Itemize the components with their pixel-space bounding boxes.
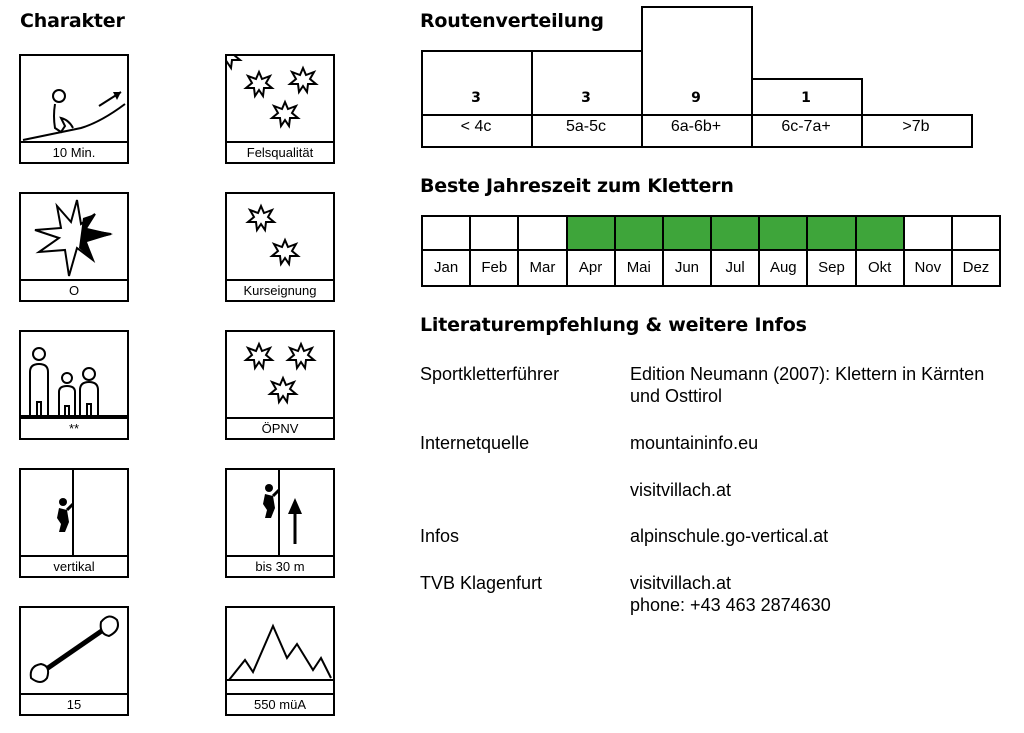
- month-indicator: [616, 217, 662, 251]
- tile-caption: bis 30 m: [227, 555, 333, 576]
- literatur-value: visitvillach.at: [630, 480, 732, 500]
- literatur-value: visitvillach.at phone: +43 463 2874630: [630, 573, 831, 615]
- public-transport-tile: [225, 330, 335, 440]
- tile-caption: vertikal: [21, 555, 127, 576]
- month-label: Okt: [867, 259, 892, 276]
- sun-compass-icon: [21, 194, 127, 280]
- month-indicator: [568, 217, 614, 251]
- hiker-on-slope-icon: [21, 56, 127, 142]
- month-indicator: [857, 217, 903, 251]
- month-label: Jun: [674, 259, 700, 276]
- two-stars-icon: [227, 194, 333, 280]
- literatur-value: mountaininfo.eu: [630, 433, 759, 453]
- route-bar: [531, 50, 643, 116]
- month-label: Sep: [818, 259, 845, 276]
- grade-label: < 4c: [460, 118, 492, 135]
- literatur-key: Infos: [420, 526, 460, 546]
- tile-caption: 10 Min.: [21, 141, 127, 162]
- literatur-key: TVB Klagenfurt: [420, 573, 543, 593]
- orientation-tile: [19, 192, 129, 302]
- grade-label: 6c-7a+: [781, 118, 831, 135]
- jahreszeit-heading: Beste Jahreszeit zum Klettern: [420, 175, 734, 197]
- route-count-label: 1: [801, 90, 811, 106]
- route-count-label: 3: [581, 90, 591, 106]
- month-column: [423, 217, 471, 285]
- month-indicator: [423, 217, 469, 251]
- literatur-value: Edition Neumann (2007): Klettern in Kärnten und Osttirol: [630, 364, 985, 406]
- month-column: [760, 217, 808, 285]
- tile-caption: Felsqualität: [227, 141, 333, 162]
- month-column: [664, 217, 712, 285]
- month-indicator: [760, 217, 806, 251]
- quickdraw-icon: [21, 608, 127, 694]
- month-label: Nov: [914, 259, 942, 276]
- route-count-label: 3: [471, 90, 481, 106]
- month-label: Mar: [529, 259, 556, 276]
- month-indicator: [471, 217, 517, 251]
- month-column: [857, 217, 905, 285]
- month-indicator: [664, 217, 710, 251]
- month-label: Mai: [626, 259, 651, 276]
- month-column: [616, 217, 664, 285]
- bolts-tile: [19, 606, 129, 716]
- grade-label: >7b: [902, 118, 930, 135]
- family-icon: [21, 332, 127, 418]
- month-grid: [421, 215, 1001, 287]
- grade-label: 5a-5c: [565, 118, 607, 135]
- month-column: [953, 217, 999, 285]
- routenverteilung-heading: Routenverteilung: [420, 10, 604, 32]
- three-stars-icon: [227, 332, 333, 418]
- tile-caption: 15: [21, 693, 127, 714]
- grade-label: 6a-6b+: [670, 118, 722, 135]
- steepness-tile: [19, 468, 129, 578]
- month-label: Dez: [962, 259, 990, 276]
- month-column: [905, 217, 953, 285]
- month-indicator: [712, 217, 758, 251]
- route-bar: [421, 50, 533, 116]
- tile-caption: ÖPNV: [227, 417, 333, 438]
- tile-caption: Kurseignung: [227, 279, 333, 300]
- month-label: Aug: [769, 259, 797, 276]
- month-label: Jul: [725, 259, 745, 276]
- tile-caption: 550 müA: [227, 693, 333, 714]
- climber-arrow-icon: [227, 470, 333, 556]
- month-indicator: [808, 217, 854, 251]
- month-column: [471, 217, 519, 285]
- month-indicator: [905, 217, 951, 251]
- climber-wall-icon: [21, 470, 127, 556]
- month-label: Jan: [433, 259, 459, 276]
- month-column: [808, 217, 856, 285]
- mountain-icon: [227, 608, 333, 694]
- literatur-value: alpinschule.go-vertical.at: [630, 526, 829, 546]
- month-indicator: [519, 217, 565, 251]
- tile-caption: **: [21, 417, 127, 438]
- course-suitability-tile: [225, 192, 335, 302]
- altitude-tile: [225, 606, 335, 716]
- literatur-key: Internetquelle: [420, 433, 530, 453]
- tile-caption: O: [21, 279, 127, 300]
- literatur-key: Sportkletterführer: [420, 364, 560, 384]
- route-length-tile: [225, 468, 335, 578]
- approach-tile: [19, 54, 129, 164]
- month-label: Apr: [578, 259, 603, 276]
- route-count-label: 9: [691, 90, 701, 106]
- three-stars-icon: [227, 56, 333, 142]
- month-indicator: [953, 217, 999, 251]
- literatur-heading: Literaturempfehlung & weitere Infos: [420, 314, 807, 336]
- month-column: [519, 217, 567, 285]
- month-column: [568, 217, 616, 285]
- month-label: Feb: [481, 259, 508, 276]
- month-column: [712, 217, 760, 285]
- charakter-heading: Charakter: [20, 10, 125, 32]
- rock-quality-tile: [225, 54, 335, 164]
- family-tile: [19, 330, 129, 440]
